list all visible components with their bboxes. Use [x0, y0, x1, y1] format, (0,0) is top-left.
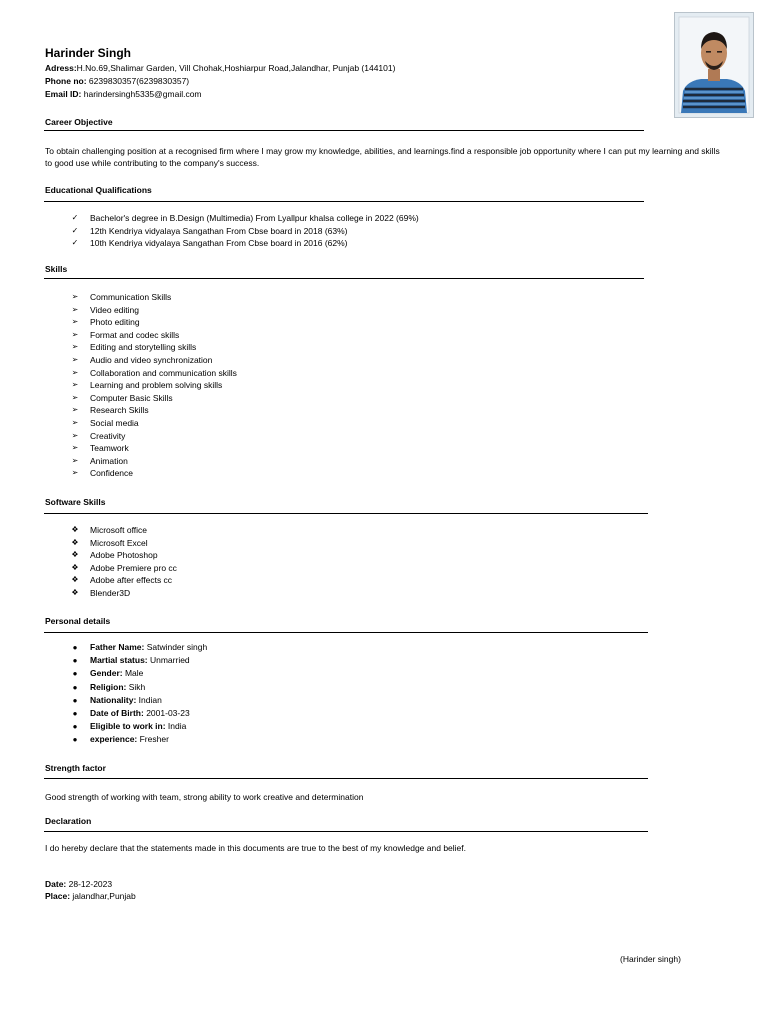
diamond-bullet-icon: ❖ — [71, 587, 79, 597]
arrow-bullet-icon: ➢ — [71, 455, 79, 465]
dot-bullet-icon: ● — [72, 695, 78, 705]
career-objective-divider — [44, 130, 644, 131]
arrow-bullet-icon: ➢ — [71, 292, 79, 301]
skill-item-text: Photo editing — [90, 317, 140, 328]
skill-item-text: Teamwork — [90, 443, 129, 454]
personal-detail-label: Eligible to work in: — [90, 721, 166, 732]
personal-detail-text — [90, 720, 186, 733]
software-skills-divider — [44, 513, 648, 514]
arrow-bullet-icon: ➢ — [71, 405, 79, 415]
strength-factor-divider — [44, 778, 648, 779]
diamond-bullet-icon: ❖ — [71, 562, 79, 572]
personal-detail-label: Gender: — [90, 668, 123, 679]
personal-detail-value: Indian — [136, 694, 162, 705]
declaration-text: I do hereby declare that the statements made in this documents are true to the best of my knowledge and belief. — [45, 843, 466, 853]
personal-detail-label: Date of Birth: — [90, 707, 144, 718]
skill-item-text: Confidence — [90, 468, 134, 479]
date-line — [45, 879, 112, 889]
personal-detail-value: Unmarried — [147, 655, 190, 666]
education-item-text: Bachelor's degree in B.Design (Multimedia) From Lyallpur khalsa college in 2022 (69%) — [90, 213, 419, 223]
date-label: Date: — [45, 879, 67, 889]
skill-item-text: Animation — [90, 455, 128, 466]
phone-line — [45, 76, 189, 86]
phone-label: Phone no: — [45, 76, 87, 86]
personal-detail-value: India — [165, 721, 187, 732]
education-item-text: 10th Kendriya vidyalaya Sangathan From Cbse board in 2016 (62%) — [90, 238, 348, 249]
address-value: H.No.69,Shalimar Garden, Vill Chohak,Hoshiarpur Road,Jalandhar, Punjab (144101) — [76, 63, 396, 73]
diamond-bullet-icon: ❖ — [71, 525, 79, 534]
place-label: Place: — [45, 891, 71, 901]
personal-detail-text — [90, 694, 162, 707]
skill-item-text: Editing and storytelling skills — [90, 342, 197, 353]
skill-item-text: Audio and video synchronization — [90, 354, 213, 365]
address-line — [45, 63, 395, 73]
personal-detail-text — [90, 654, 190, 667]
email-label: Email ID: — [45, 89, 82, 99]
skill-item-text: Computer Basic Skills — [90, 392, 173, 403]
personal-detail-label: Religion: — [90, 681, 127, 692]
arrow-bullet-icon: ➢ — [71, 354, 79, 364]
arrow-bullet-icon: ➢ — [71, 417, 79, 427]
dot-bullet-icon: ● — [72, 643, 78, 652]
phone-value: 6239830357(6239830357) — [86, 76, 190, 86]
skills-divider — [44, 278, 644, 279]
skill-item-text: Collaboration and communication skills — [90, 367, 237, 378]
software-skill-item-text: Blender3D — [90, 587, 131, 598]
candidate-name: Harinder Singh — [45, 46, 132, 60]
declaration-divider — [44, 831, 648, 832]
software-skill-item-text: Microsoft Excel — [90, 537, 148, 548]
declaration-heading: Declaration — [45, 816, 92, 826]
personal-detail-label: Martial status: — [90, 655, 148, 666]
software-skills-heading: Software Skills — [45, 497, 106, 507]
personal-detail-value: Male — [122, 668, 144, 679]
check-icon: ✓ — [71, 238, 79, 248]
email-value[interactable]: harindersingh5335@gmail.com — [81, 89, 202, 99]
arrow-bullet-icon: ➢ — [71, 468, 79, 478]
date-value: 28-12-2023 — [66, 879, 113, 889]
personal-details-divider — [44, 632, 648, 633]
skill-item-text: Learning and problem solving skills — [90, 380, 223, 391]
arrow-bullet-icon: ➢ — [71, 380, 79, 390]
skill-item-text: Video editing — [90, 304, 139, 315]
education-item-text: 12th Kendriya vidyalaya Sangathan From Cbse board in 2018 (63%) — [90, 225, 348, 236]
dot-bullet-icon: ● — [72, 708, 78, 718]
personal-detail-value: 2001-03-23 — [143, 707, 190, 718]
arrow-bullet-icon: ➢ — [71, 443, 79, 453]
dot-bullet-icon: ● — [72, 656, 78, 666]
software-skill-item-text: Adobe Photoshop — [90, 550, 158, 561]
arrow-bullet-icon: ➢ — [71, 430, 79, 440]
career-objective-heading: Career Objective — [45, 117, 113, 127]
place-value: jalandhar,Punjab — [70, 891, 136, 901]
dot-bullet-icon: ● — [72, 682, 78, 692]
personal-details-heading: Personal details — [45, 616, 111, 626]
arrow-bullet-icon: ➢ — [71, 392, 79, 402]
career-objective-text: To obtain challenging position at a recognised firm where I may grow my knowledge, abilities, and learnings.find a responsible job opportunity where I can put my learning and skills to good use while contributing to the company's success. — [45, 146, 720, 168]
strength-factor-text: Good strength of working with team, strong ability to work creative and determination — [45, 792, 364, 802]
personal-detail-value: Satwinder singh — [144, 642, 208, 652]
check-icon: ✓ — [71, 213, 79, 222]
personal-detail-text — [90, 641, 207, 654]
education-heading: Educational Qualifications — [45, 185, 152, 195]
software-skill-item-text: Adobe Premiere pro cc — [90, 562, 177, 573]
diamond-bullet-icon: ❖ — [71, 575, 79, 585]
arrow-bullet-icon: ➢ — [71, 304, 79, 314]
place-line — [45, 891, 136, 901]
strength-factor-heading: Strength factor — [45, 763, 106, 773]
software-skill-item-text: Adobe after effects cc — [90, 575, 173, 586]
software-skill-item-text: Microsoft office — [90, 525, 148, 535]
arrow-bullet-icon: ➢ — [71, 367, 79, 377]
dot-bullet-icon: ● — [72, 735, 78, 745]
personal-detail-text — [90, 667, 143, 680]
skill-item-text: Creativity — [90, 430, 126, 441]
signature: (Harinder singh) — [620, 954, 681, 964]
personal-detail-text — [90, 733, 169, 746]
email-line — [45, 89, 202, 99]
personal-detail-text — [90, 681, 145, 694]
diamond-bullet-icon: ❖ — [71, 537, 79, 547]
profile-photo — [674, 12, 754, 118]
check-icon: ✓ — [71, 225, 79, 235]
arrow-bullet-icon: ➢ — [71, 329, 79, 339]
personal-detail-value: Sikh — [126, 681, 146, 692]
personal-detail-label: Nationality: — [90, 694, 137, 705]
education-divider — [44, 201, 644, 202]
arrow-bullet-icon: ➢ — [71, 317, 79, 327]
skill-item-text: Communication Skills — [90, 292, 172, 302]
skill-item-text: Social media — [90, 417, 139, 428]
personal-detail-label: Father Name: — [90, 642, 145, 652]
skills-heading: Skills — [45, 264, 68, 274]
address-label: Adress: — [45, 63, 77, 73]
skill-item-text: Format and codec skills — [90, 329, 180, 340]
skill-item-text: Research Skills — [90, 405, 149, 416]
dot-bullet-icon: ● — [72, 669, 78, 679]
arrow-bullet-icon: ➢ — [71, 342, 79, 352]
personal-detail-label: experience: — [90, 734, 138, 745]
person-photo-icon — [675, 13, 753, 117]
personal-detail-value: Fresher — [137, 734, 169, 745]
personal-detail-text — [90, 707, 190, 720]
dot-bullet-icon: ● — [72, 722, 78, 732]
diamond-bullet-icon: ❖ — [71, 550, 79, 560]
